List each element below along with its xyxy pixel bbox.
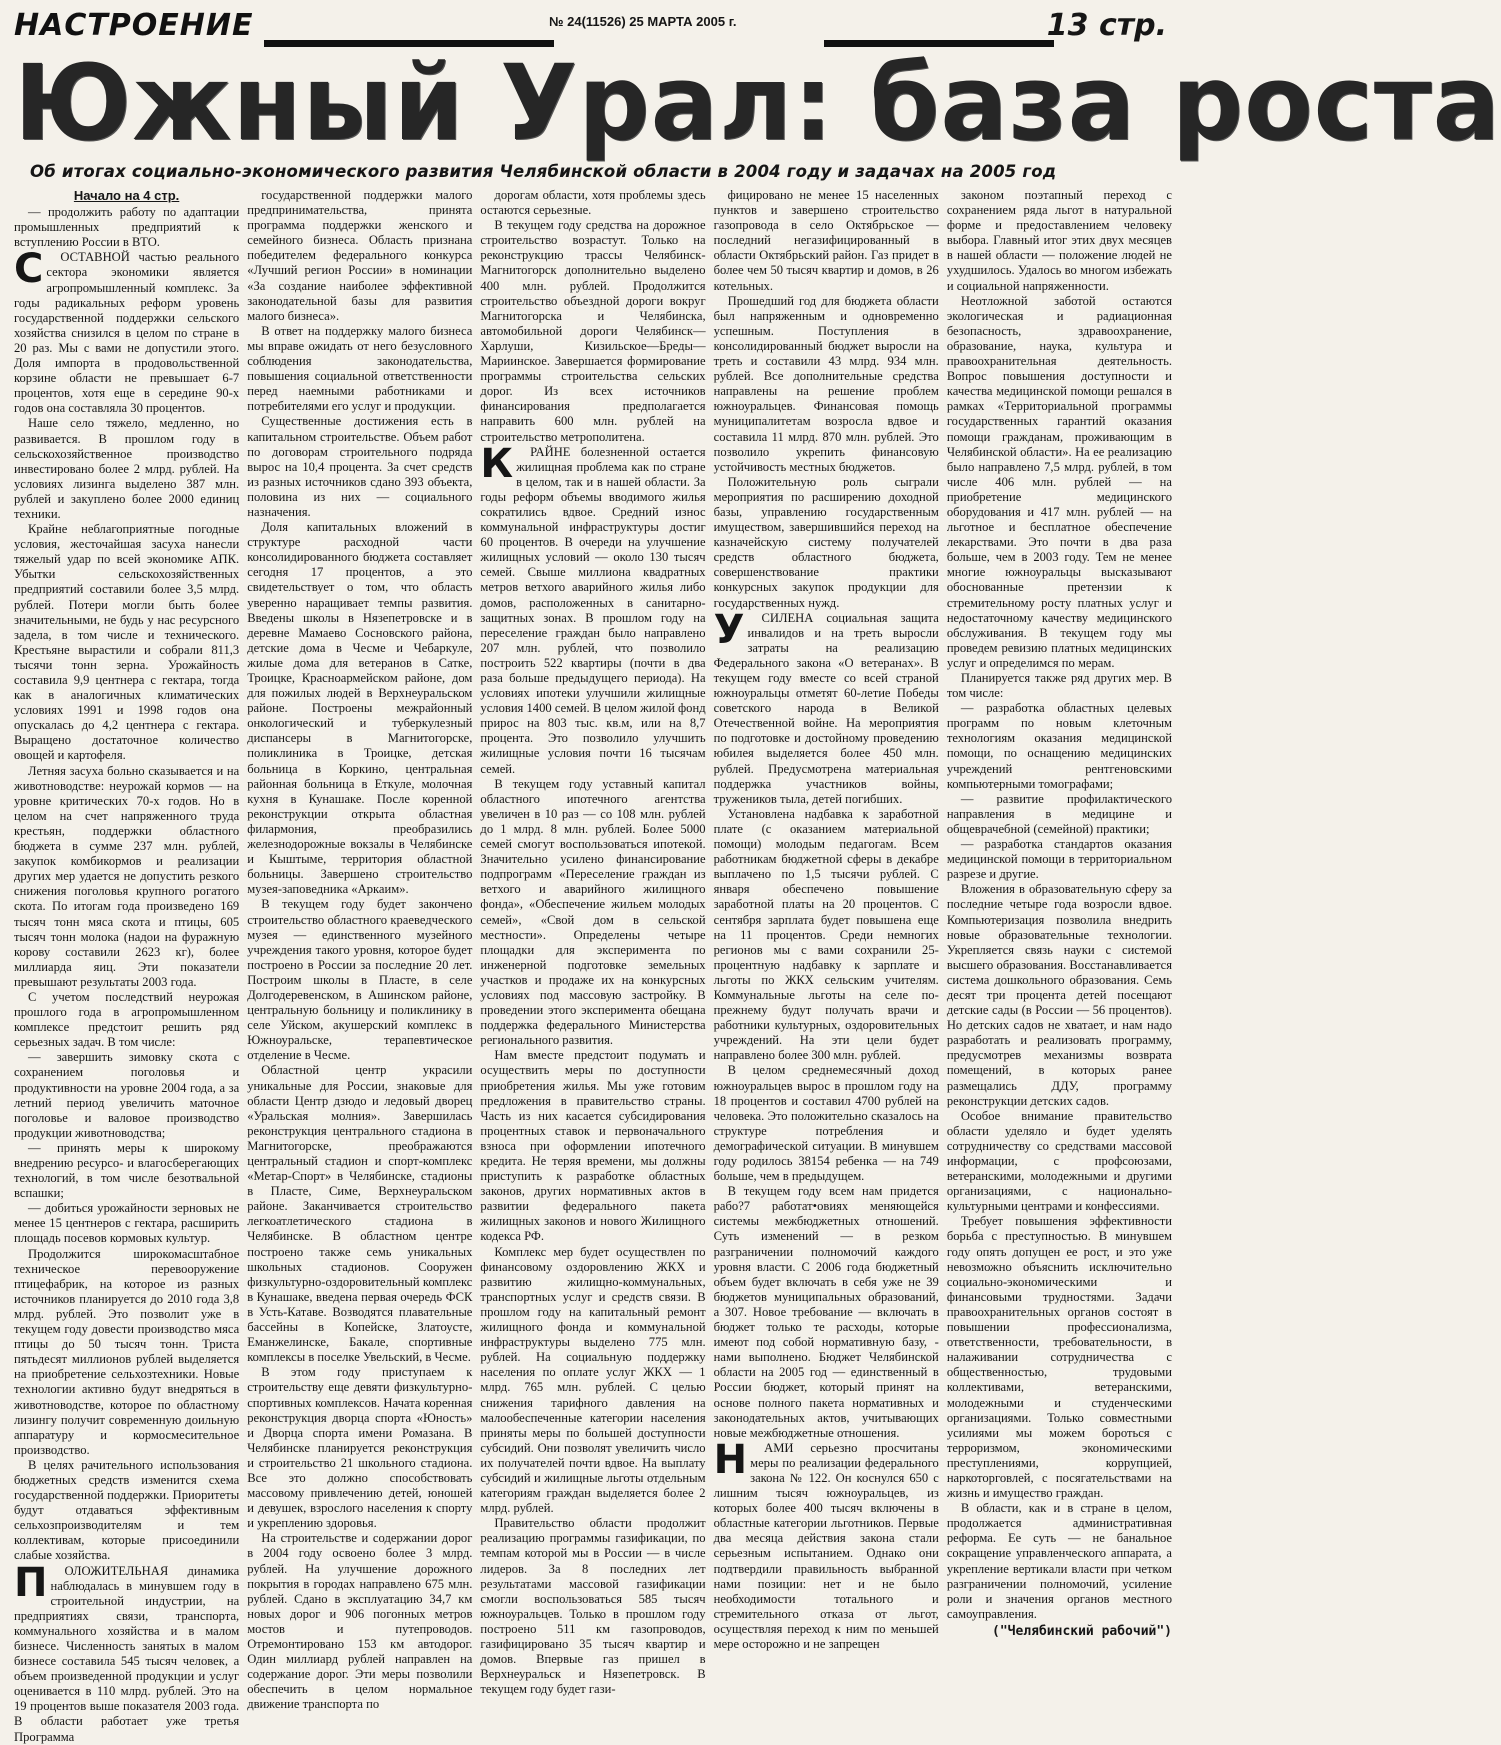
article-paragraph: На строительстве и содержании дорог в 2004 году освоено более 3 млрд. рублей. На улучшение дорожного покрытия в городах направлено 675 млн. рублей. Сдано в эксплуатацию 34,7 км новых дорог и 906 погонных метров мостов и путепроводов. Отремонтировано 153 км автодорог. Один миллиард рублей направлен на содержание дорог. Эти меры позволили обеспечить в целом нормальное движение транспорта по bbox=[247, 1531, 473, 1712]
article-paragraph: УСИЛЕНА социальная защита инвалидов и на треть выросли затраты на реализацию Федерального закона «О ветеранах». В текущем году вместе со всей страной южноуральцы отметят 60-летие Победы советского народа в Великой Отечественной войне. На мероприятия по подготовке и достойному проведению юбилея выделяется более 450 млн. рублей. Предусмотрена материальная поддержка участников войны, тружеников тыла, детей погибших. bbox=[713, 606, 939, 806]
column-2 bbox=[247, 188, 473, 1712]
source-signature: ("Челябинский рабочий") bbox=[992, 1623, 1173, 1639]
article-body bbox=[14, 188, 1173, 1744]
headline: Южный Урал: база роста bbox=[14, 42, 1501, 164]
page-number: 13 стр. bbox=[1046, 8, 1167, 43]
column-3 bbox=[480, 188, 706, 1697]
subheadline: Об итогах социально-экономического развития Челябинской области в 2004 году и задачах на 2005 год bbox=[30, 162, 1057, 181]
article-paragraph: Комплекс мер будет осуществлен по финансовому оздоровлению ЖКХ и развитию жилищно-коммунальных, транспортных услуг и средств связи. В прошлом году на капитальный ремонт жилищного фонда и коммунальной инфраструктуры выделено 775 млн. рублей. На социальную поддержку населения по оплате услуг ЖКХ — 1 млрд. 765 млн. рублей. С целью снижения тарифного давления на малообеспеченные категории населения приняты меры по большей доступности субсидий. Они позволят увеличить число их получателей почти вдвое. На выплату субсидий и жилищные льготы отдельным категориям граждан выделяется более 2 млрд. рублей. bbox=[480, 1244, 706, 1516]
article-paragraph: фицировано не менее 15 населенных пунктов и завершено строительство газопровода в село Октябрьское — последний негазифицированный в области Октябрьский район. Газ придет в более чем 50 тысяч квартир и домов, в 26 котельных. bbox=[713, 188, 939, 293]
article-paragraph: Наше село тяжело, медленно, но развивается. В прошлом году в сельскохозяйственное производство инвестировано более 2 млрд. рублей. На условиях лизинга выделено 387 млн. рублей и закуплено более 2000 единиц техники. bbox=[14, 416, 240, 521]
article-paragraph: В текущем году будет закончено строительство областного краеведческого музея — единственного музейного учреждения такого уровня, которое будет построено в России за последние 20 лет. Построим школы в Пласте, в селе Долгодеревенском, в Ашинском районе, центральную больницу и поликлинику в селе Уйском, акушерский комплекс в Южноуральске, терапевтическое отделение в Чесме. bbox=[247, 897, 473, 1063]
article-paragraph: Требует повышения эффективности борьба с преступностью. В минувшем году опять допущен ее рост, и это уже невозможно объяснить исключительно социально-экономическими и финансовыми трудностями. Задачи правоохранительных органов состоят в повышении профессионализма, ответственности, требовательности, в налаживании сотрудничества с общественностью, трудовыми коллективами, ветеранскими, молодежными и студенческими организациями. Только совместными усилиями мы можем бороться с терроризмом, экономическими преступлениями, коррупцией, наркоторговлей, с посягательствами на жизнь и имущество граждан. bbox=[946, 1214, 1173, 1501]
article-paragraph: В ответ на поддержку малого бизнеса мы вправе ожидать от него безусловного соблюдения законодательства, повышения социальной ответственности перед наемными работниками и потребителями его услуг и продукции. bbox=[247, 323, 473, 414]
article-paragraph: Положительную роль сыграли мероприятия по расширению доходной базы, управлению государственным имуществом, завершившийся переход на казначейскую систему получателей средств областного бюджета, совершенствование практики конкурсных закупок продукции для государственных нужд. bbox=[713, 474, 939, 610]
column-4 bbox=[714, 188, 939, 1652]
article-paragraph: Нам вместе предстоит подумать и осуществить меры по доступности приобретения жилья. Мы уже готовим предложения в правительство страны. Часть из них касается субсидирования процентных ставок и первоначального взноса при оформлении ипотечного кредита. Не теряя времени, мы должны приступить к разработке областных законов, других нормативных актов в развитии федерального пакета жилищных законов и нового Жилищного кодекса РФ. bbox=[480, 1048, 706, 1244]
article-paragraph: — принять меры к широкому внедрению ресурсо- и влагосберегающих технологий, в том числе безотвальной вспашки; bbox=[14, 1140, 240, 1201]
article-paragraph: Доля капитальных вложений в структуре расходной части консолидированного бюджета составляет сегодня 17 процентов, а это свидетельствует о том, что область уверенно наращивает темпы развития. Введены школы в Нязепетровске и в деревне Мамаево Сосновского района, детские дома в Чесме и Чебаркуле, жилые дома для ветеранов в Сатке, Троицке, Красноармейском районе, дом для пожилых людей в Верхнеуральском районе. Построены межрайонный онкологический и туберкулезный диспансеры в Магнитогорске, поликлиника в Троицке, детская больница в Коркино, центральная районная больница в Еткуле, молочная кухня в Кунашаке. После коренной реконструкции открыта областная филармония, преобразились железнодорожные вокзалы в Челябинске и Кыштыме, территория областной больницы. Завершено строительство музея-заповедника «Аркаим». bbox=[247, 520, 473, 897]
column-5 bbox=[947, 188, 1172, 1652]
article-paragraph: Правительство области продолжит реализацию программы газификации, по темпам которой мы в России — в числе лидеров. За 8 последних лет результатами массовой газификации смогли воспользоваться 585 тысяч южноуральцев. Только в прошлом году построено 511 км газопроводов, газифицировано 35 тысяч квартир и домов. Впервые газ пришел в Верхнеуральск и Нязепетровск. В текущем году будет гази- bbox=[480, 1516, 706, 1697]
article-paragraph: В текущем году средства на дорожное строительство возрастут. Только на реконструкцию трассы Челябинск-Магнитогорск дополнительно выделено 400 млн. рублей. Продолжится строительство объездной дороги вокруг Магнитогорска и Челябинска, автомобильной дороги Челябинск—Харлуши, Кизильское—Бреды—Мариинское. Завершается формирование программы строительства сельских дорог. Из всех источников финансирования предполагается направить 600 млн. рублей на строительство метрополитена. bbox=[480, 218, 706, 444]
section-name: НАСТРОЕНИЕ bbox=[14, 8, 254, 43]
issue-line: № 24(11526) 25 МАРТА 2005 г. bbox=[549, 14, 737, 29]
article-paragraph: Неотложной заботой остаются экологическая и радиационная безопасность, здравоохранение, образование, наука, культура и правоохранительная деятельность. Вопрос повышения доступности и качества медицинской помощи решался в рамках «Территориальной программы государственных гарантий оказания помощи гражданам, проживающим в Челябинской области». На ее реализацию было направлено 7,5 млрд. рублей, в том числе 406 млн. рублей — на приобретение медицинского оборудования и 417 млн. рублей — на льготное и бесплатное обеспечение лекарствами. Это почти в два раза больше, чем в 2003 году. Тем не менее многие южноуральцы высказывают обоснованные претензии к стремительному росту платных услуг и недостаточному качеству медицинского обслуживания. В текущем году мы проведем ревизию платных медицинских услуг и определимся по мерам. bbox=[946, 293, 1173, 670]
article-paragraph: — разработка областных целевых программ по новым клеточным технологиям оказания медицинской помощи, по оснащению медицинских учреждений рентгеновскими компьютерными томографами; bbox=[946, 701, 1173, 791]
article-paragraph: В целях рачительного использования бюджетных средств изменится схема государственной поддержки. Приоритеты будут отдаваться эффективным сельхозпроизводителям и тем коллективам, которые присоединили слабые хозяйства. bbox=[14, 1457, 240, 1563]
article-paragraph: Существенные достижения есть в капитальном строительстве. Объем работ по договорам строительного подряда вырос на 10,4 процента. За счет средств из разных источников сдано 393 объекта, половина из них — социального назначения. bbox=[247, 414, 473, 519]
article-paragraph: В целом среднемесячный доход южноуральцев вырос в прошлом году на 18 процентов и составил 4700 рублей на человека. Это положительно сказалось на структуре потребления и демографической ситуации. В минувшем году родилось 38154 ребенка — на 749 больше, чем в предыдущем. bbox=[713, 1063, 939, 1184]
article-paragraph: В текущем году уставный капитал областного ипотечного агентства увеличен в 10 раз — со 108 млн. рублей до 1 млрд. 8 млн. рублей. Более 5000 семей смогут воспользоваться ипотекой. Значительно усилено финансирование подпрограмм «Переселение граждан из ветхого и аварийного жилищного фонда», «Обеспечение жильем молодых семей», «Свой дом в сельской местности». Определены четыре площадки для эксперимента по инженерной подготовке земельных участков и продаже их на конкурсных условиях под массовую застройку. В проведении этого эксперимента обещана поддержка федерального Министерства регионального развития. bbox=[480, 776, 706, 1048]
article-paragraph: Продолжится широкомасштабное техническое перевооружение птицефабрик, на которое из разных источников планируется до 2010 года 3,8 млрд. рублей. Это позволит уже в текущем году довести производство мяса птицы до 50 тысяч тонн. Триста пятьдесят миллионов рублей выделяется на приобретение сельхозтехники. Новые технологии активно будут внедряться в животноводстве, которое по областному лизингу получит современную доильную аппаратуру и кормосмесительное производство. bbox=[14, 1246, 240, 1457]
article-paragraph: ПОЛОЖИТЕЛЬНАЯ динамика наблюдалась в минувшем году в строительной индустрии, на предприятиях связи, транспорта, коммунального хозяйства и в малом бизнесе. Численность занятых в малом бизнесе составила 545 тысяч человек, а объем произведенной продукции и услуг оценивается в 110 млрд. рублей. Это на 19 процентов выше показателя 2003 года. В области работает уже третья Программа bbox=[14, 1559, 240, 1744]
article-paragraph: — разработка стандартов оказания медицинской помощи в территориальном разрезе и другие. bbox=[946, 837, 1173, 882]
article-paragraph: В области, как и в стране в целом, продолжается административная реформа. Ее суть — не банальное сокращение управленческого аппарата, а укрепление вертикали власти при четком разграничении полномочий, усиление роли и значения органов местного самоуправления. bbox=[946, 1501, 1173, 1621]
article-paragraph: СОСТАВНОЙ частью реального сектора экономики является агропромышленный комплекс. За годы радикальных реформ уровень государственной поддержки сельского хозяйства снизился в целом по стране в 20 раз. Мы с вами не допустили этого. Доля импорта в продовольственной корзине области не превышает 6-7 процентов, хотя еще в середине 90-х годов она составляла 30 процентов. bbox=[14, 246, 240, 416]
article-paragraph: Планируется также ряд других мер. В том числе: bbox=[946, 671, 1173, 701]
article-paragraph: С учетом последствий неурожая прошлого года в агропромышленном комплексе предстоит решить ряд серьезных задач. В том числе: bbox=[14, 989, 240, 1050]
article-paragraph: КРАЙНЕ болезненной остается жилищная проблема как по стране в целом, так и в нашей области. За годы реформ объемы вводимого жилья сократились вдвое. Средний износ коммунальной инфраструктуры достиг 60 процентов. В очереди на улучшение жилищных условий — около 130 тысяч семей. Свыше миллиона квадратных метров ветхого аварийного жилья либо домов, расположенных в санитарно-защитных зонах. В прошлом году на переселение граждан было направлено 207 млн. рублей, что позволило построить 522 квартиры (почти в два раза больше предыдущего периода). На условиях ипотеки улучшили жилищные условия 1400 семей. В целом жилой фонд прирос на 803 тыс. кв.м, или на 8,7 процента. Это позволило улучшить жилищные условия почти 16 тысячам семей. bbox=[480, 440, 706, 776]
article-paragraph: В текущем году всем нам придется рабо?7 работат•овиях меняющейся системы межбюджетных отношений. Суть изменений — в резком разграничении полномочий каждого уровня власти. С 2006 года бюджетный объем будет включать в себя уже не 39 бюджетов муниципальных образований, а 307. Новое требование — включать в бюджет только те расходы, которые имеют под собой нормативную базу, - нами выполнено. Бюджет Челябинской области на 2005 год — единственный в России бюджет, который принят на основе полного пакета нормативных и законодательных актов, учитывающих новые межбюджетные отношения. bbox=[713, 1184, 939, 1440]
article-paragraph: Крайне неблагоприятные погодные условия, жесточайшая засуха нанесли тяжелый удар по всей экономике АПК. Убытки сельскохозяйственных предприятий составили более 3,5 млрд. рублей. Потери могли быть более значительными, не будь у нас ресурсного задела, в том числе и технического. Крестьяне вырастили и собрали 811,3 тысячи тонн зерна. Урожайность составила 9,9 центнера с гектара, тогда как в аналогичных климатических условиях 1991 и 1998 годов она опускалась до 4,2 центнера с гектара. Выращено достаточное количество овощей и картофеля. bbox=[14, 522, 240, 763]
article-paragraph: Вложения в образовательную сферу за последние четыре года возросли вдвое. Компьютеризация позволила внедрить новые образовательные технологии. Укрепляется связь науки с системой высшего образования. Восстанавливается система дошкольного образования. Семь десят три процента детей посещают детские сады (в России — 56 процентов). Но детских садов не хватает, и нам надо разработать и реализовать программу, предусмотрев механизмы возврата помещений, в которых ранее размещались ДДУ, программу реконструкции детских садов. bbox=[946, 882, 1173, 1108]
article-paragraph: — завершить зимовку скота с сохранением поголовья и продуктивности на уровне 2004 года, а за летний период увеличить маточное поголовье и валовое производство продукции животноводства; bbox=[14, 1050, 240, 1140]
article-paragraph: НАМИ серьезно просчитаны меры по реализации федерального закона № 122. Он коснулся 650 с лишним тысяч южноуральцев, из которых более 400 тысяч включены в областные категории льготников. Первые два месяца действия закона стали серьезным испытанием. Однако они подтвердили правильность выбранной нами позиции: нет и не было необходимости тотального и стремительного отказа от льгот, осуществляя переход к ним по меньшей мере осторожно и не запрещен bbox=[713, 1436, 939, 1651]
article-paragraph: В этом году приступаем к строительству еще девяти физкультурно-спортивных комплексов. Начата коренная реконструкция дворца спорта «Юность» и Дворца спорта имени Ромазана. В Челябинске планируется реконструкция и строительство 21 школьного стадиона. Все это должно способствовать массовому привлечению детей, юношей и девушек, взрослого населения к спорту и укреплению здоровья. bbox=[247, 1365, 473, 1531]
article-paragraph: Летняя засуха больно сказывается и на животноводстве: неурожай кормов — на уровне критических 70-х годов. Но в целом на счет напряженного труда крестьян, поддержки областного бюджета в сумме 237 млн. рублей, закупок комбикормов и реализации других мер удается не допустить резкого снижения поголовья крупного рогатого скота. По итогам года произведено 169 тысяч тонн мяса скота и птицы, 605 тысяч тонн молока (надои на фуражную корову составили 2623 кг), более миллиарда яиц. Эти показатели превышают результаты 2003 года. bbox=[14, 763, 240, 989]
article-paragraph: Установлена надбавка к заработной плате (с оказанием материальной помощи) молодым педагогам. Всем работникам бюджетной сферы в декабре выплачено по 1,5 тысячи рублей. С января обеспечено повышение заработной платы на 20 процентов. С сентября зарплата будет повышена еще на 11 процентов. Среди немногих регионов мы с вами сохранили 25-процентную надбавку к зарплате и льготы по ЖКХ сельским учителям. Коммунальные льготы на селе по-прежнему будут получать врачи и работники культурных, оздоровительных учреждений. На эти цели будет направлено более 300 млн. рублей. bbox=[713, 806, 939, 1063]
article-paragraph: — продолжить работу по адаптации промышленных предприятий к вступлению России в ВТО. bbox=[14, 205, 240, 250]
column-1 bbox=[14, 188, 240, 1744]
article-paragraph: дорогам области, хотя проблемы здесь остаются серьезные. bbox=[480, 188, 706, 218]
continued-note: Начало на 4 стр. bbox=[73, 188, 180, 203]
article-paragraph: Прошедший год для бюджета области был напряженным и одновременно успешным. Поступления в консолидированный бюджет выросли на треть и составили 43 млрд. 934 млн. рублей. Все дополнительные средства направлены на решение проблем южноуральцев. Финансовая помощь муниципалитетам возросла вдвое и составила 11 млрд. 870 млн. рублей. Это позволило укрепить финансовую устойчивость местных бюджетов. bbox=[713, 293, 939, 474]
article-paragraph: Особое внимание правительство области уделяло и будет уделять сотрудничеству со средствами массовой информации, с профсоюзами, ветеранскими, молодежными и другими организациями, с национально-культурными центрами и конфессиями. bbox=[946, 1108, 1173, 1214]
article-paragraph: государственной поддержки малого предпринимательства, принята программа поддержки женского и семейного бизнеса. Область признана победителем федерального конкурса «Лучший регион России» в номинации «За создание наиболее эффективной законодательной базы для развития малого бизнеса». bbox=[247, 188, 473, 323]
article-paragraph: — развитие профилактического направления в медицине и общеврачебной (семейной) практики; bbox=[946, 791, 1173, 836]
article-paragraph: законом поэтапный переход с сохранением ряда льгот в натуральной форме и предоставлением человеку выбора. Главный итог этих двух месяцев в нашей области — положение людей не ухудшилось. Удалось во многом избежать и социальной напряженности. bbox=[946, 188, 1173, 293]
article-paragraph: — добиться урожайности зерновых не менее 15 центнеров с гектара, расширить площадь посевов кормовых культур. bbox=[14, 1201, 240, 1246]
article-paragraph: Областной центр украсили уникальные для России, знаковые для области Центр дзюдо и ледовый дворец «Уральская молния». Завершилась реконструкция центрального стадиона в Магнитогорске, преображаются центральный стадион и спорт-комплекс «Метар-Спорт» в Челябинске, стадионы в Пласте, Симе, Верхнеуральском районе. Заканчивается строительство легкоатлетического стадиона в Челябинске. В областном центре построено также семь уникальных школьных стадионов. Сооружен физкультурно-оздоровительный комплекс в Кунашаке, введена первая очередь ФСК в Усть-Катаве. Возводятся плавательные бассейны в Копейске, Златоусте, Еманжелинске, Бакале, спортивные комплексы в поселке Увельский, в Чесме. bbox=[247, 1063, 473, 1365]
